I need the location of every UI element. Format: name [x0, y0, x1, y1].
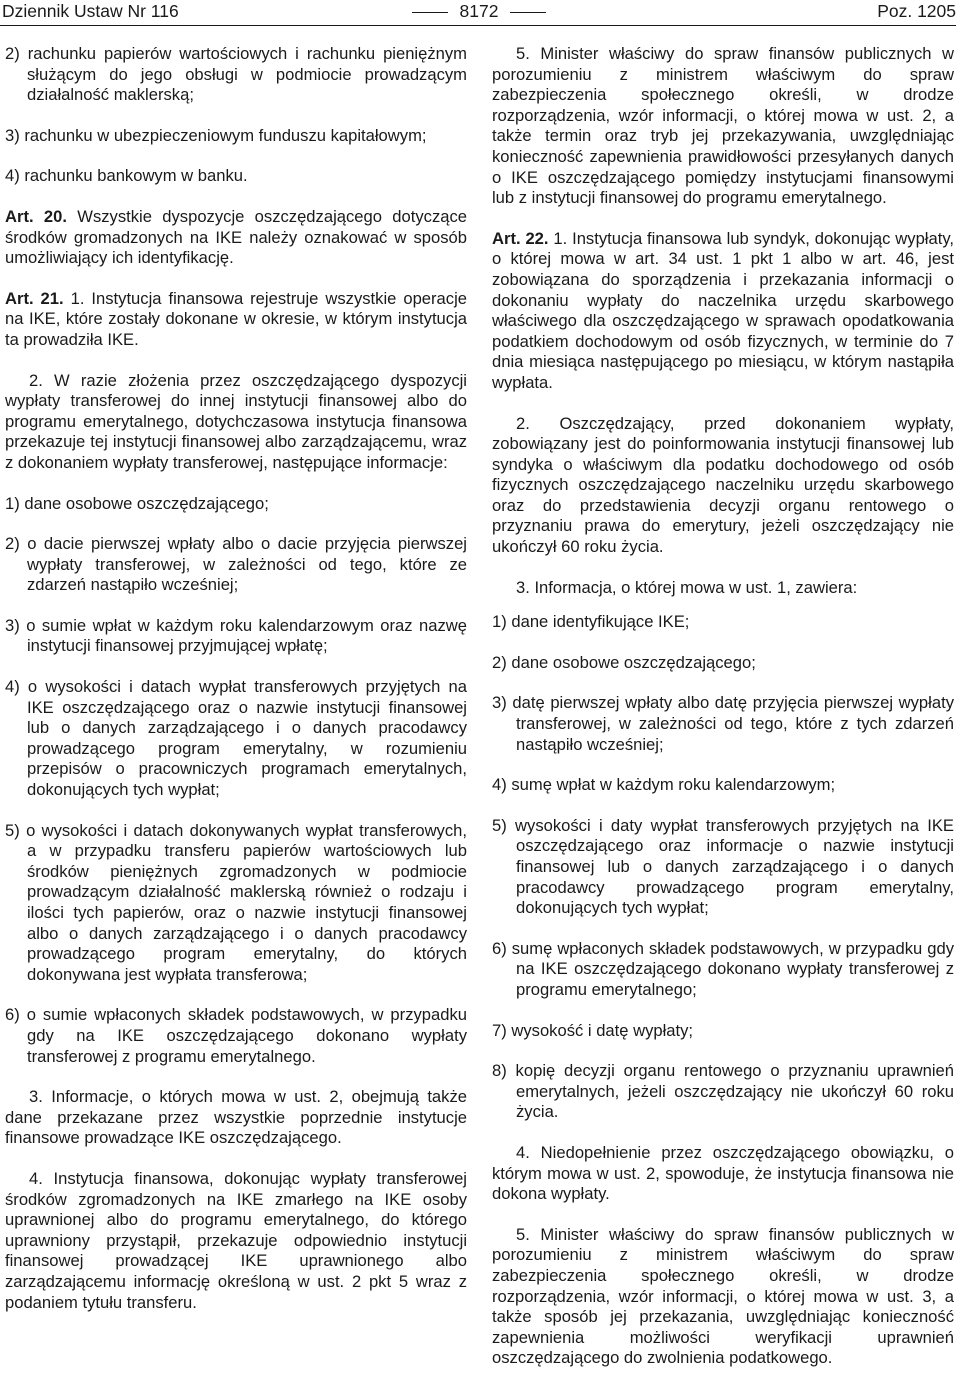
list-item: 1) dane identyfikujące IKE;	[492, 612, 690, 632]
paragraph: 2. Oszczędzający, przed dokonaniem wypłaty, zobowiązany jest do poinformowania instytucji finansowej lub syndyka o właściwym dla podatku dochodowego od osób fizycznych oszczędzającego naczelniku urzędu skarbowego oraz do przedstawienia decyzji organu rentowego o przyznaniu prawa do emerytury, jeżeli oszczędzający nie ukończył 60 roku życia.	[492, 413, 954, 557]
article-22	[492, 229, 954, 394]
article-21	[5, 289, 467, 351]
article-text: Wszystkie dyspozycje oszczędzającego dotyczące środków gromadzonych na IKE należy oznakować w sposób umożliwiający ich identyfikację.	[5, 206, 467, 268]
list-item: 1) dane osobowe oszczędzającego;	[5, 493, 269, 513]
paragraph: 4. Niedopełnienie przez oszczędzającego obowiązku, o którym mowa w ust. 2, spowoduje, że instytucja finansowa nie dokona wypłaty.	[492, 1142, 954, 1204]
paragraph: 5. Minister właściwy do spraw finansów publicznych w porozumieniu z ministrem właściwym do spraw zabezpieczenia społecznego określi, w drodze rozporządzenia, wzór informacji, o której mowa w ust. 2, a także termin oraz tryb jej przekazywania, uwzględniając konieczność zapewnienia prawidłowości przesyłanych danych o IKE oszczędzającego pomiędzy instytucjami finansowymi lub z instytucji finansowej do programu emerytalnego.	[492, 44, 954, 208]
right-column	[492, 44, 954, 1389]
paragraph: 3. Informacja, o której mowa w ust. 1, zawiera:	[516, 577, 858, 597]
list-item: 3) o sumie wpłat w każdym roku kalendarzowym oraz nazwę instytucji finansowej przyjmującej wpłatę;	[5, 615, 467, 656]
article-text: 1. Instytucja finansowa lub syndyk, dokonując wypłaty, o której mowa w art. 34 ust. 1 pkt 1 albo w art. 46, jest zobowiązana do sporządzenia i przekazania informacji o dokonaniu wypłaty do naczelnika urzędu skarbowego właściwego dla oszczędzającego w sprawach opodatkowania podatkiem dochodowym od osób fizycznych, w terminie do 7 dnia miesiąca następującego po miesiącu, w którym nastąpiła wypłata.	[492, 228, 954, 392]
position-label: Poz. 1205	[877, 1, 956, 21]
list-item: 8) kopię decyzji organu rentowego o przyznaniu uprawnień emerytalnych, jeżeli oszczędzający nie ukończył 60 roku życia.	[492, 1061, 954, 1122]
list-item: 4) rachunku bankowym w banku.	[5, 166, 248, 186]
header-rule	[0, 25, 956, 26]
dash-left	[412, 12, 448, 13]
article-label: Art. 21.	[5, 288, 64, 308]
paragraph: 3. Informacje, o których mowa w ust. 2, obejmują także dane przekazane przez wszystkie poprzednie instytucje finansowe prowadzące IKE oszczędzającego.	[5, 1087, 467, 1148]
list-item: 5) wysokości i daty wypłat transferowych przyjętych na IKE oszczędzającego oraz informacje o nazwie instytucji finansowej lub o danych zarządzającego i o danych pracodawcy prowadzącego program emerytalny, dokonujących tych wypłat;	[492, 815, 954, 918]
list-item: 5) o wysokości i datach dokonywanych wypłat transferowych, a w przypadku transferu papierów wartościowych lub środków pieniężnych zgromadzonych w podmiocie prowadzącym działalność maklerską również o rodzaju i ilości tych papierów, oraz o nazwie instytucji finansowej albo o danych zarządzającego i o danych pracodawcy prowadzącego program emerytalny, do których dokonywana jest wypłata transferowa;	[5, 820, 467, 984]
page-number-block	[2, 1, 956, 21]
paragraph: 5. Minister właściwy do spraw finansów publicznych w porozumieniu z ministrem właściwym do spraw zabezpieczenia społecznego określi, w drodze rozporządzenia, wzór informacji, o której mowa w ust. 3, a także sposób jej przekazania, uwzględniając konieczność zapewnienia możliwości weryfikacji uprawnień oszczędzającego do zwolnienia podatkowego.	[492, 1224, 954, 1368]
list-item: 2) o dacie pierwszej wpłaty albo o dacie przyjęcia pierwszej wypłaty transferowej, w zależności od tego, które ze zdarzeń nastąpiło wcześniej;	[5, 534, 467, 595]
list-item: 7) wysokość i datę wypłaty;	[492, 1020, 694, 1040]
article-20	[5, 207, 467, 269]
article-text: 1. Instytucja finansowa rejestruje wszystkie operacje na IKE, które zostały dokonane w okresie, w którym instytucja ta prowadziła IKE.	[5, 288, 467, 349]
list-item: 4) sumę wpłat w każdym roku kalendarzowym;	[492, 775, 836, 795]
paragraph: 2. W razie złożenia przez oszczędzającego dyspozycji wypłaty transferowej do innej instytucji finansowej albo do programu emerytalnego, dotychczasowa instytucja finansowa przekazuje tej instytucji finansowej albo zarządzającemu, wraz z dokonaniem wypłaty transferowej, następujące informacje:	[5, 370, 467, 472]
list-item: 2) rachunku papierów wartościowych i rachunku pieniężnym służącym do jego obsługi w podmiocie prowadzącym działalność maklerską;	[5, 44, 467, 105]
page-number: 8172	[459, 1, 499, 21]
left-column	[5, 44, 467, 1333]
paragraph: 4. Instytucja finansowa, dokonując wypłaty transferowej środków zgromadzonych na IKE zmarłego na IKE osoby uprawnionej albo do programu emerytalnego, do którego uprawniony przystąpił, przekazuje odpowiednio instytucji finansowej prowadzącej IKE uprawnionego albo zarządzającemu informację określoną w ust. 2 pkt 5 wraz z podaniem tytułu transferu.	[5, 1168, 467, 1312]
list-item: 6) o sumie wpłaconych składek podstawowych, w przypadku gdy na IKE oszczędzającego dokonano wypłaty transferowej z programu emerytalnego.	[5, 1005, 467, 1066]
journal-title: Dziennik Ustaw Nr 116	[2, 1, 179, 21]
article-label: Art. 22.	[492, 228, 549, 248]
list-item: 2) dane osobowe oszczędzającego;	[492, 652, 756, 672]
list-item: 3) rachunku w ubezpieczeniowym funduszu kapitałowym;	[5, 125, 427, 145]
list-item: 4) o wysokości i datach wypłat transferowych przyjętych na IKE oszczędzającego oraz o nazwie instytucji finansowej lub o danych zarządzającego i o danych pracodawcy prowadzącego program emerytalny, w rozumieniu przepisów o pracowniczych programach emerytalnych, dokonujących tych wypłat;	[5, 677, 467, 800]
dash-right	[510, 12, 546, 13]
list-item: 3) datę pierwszej wpłaty albo datę przyjęcia pierwszej wypłaty transferowej, w zależności od tego, które z tych zdarzeń nastąpiło wcześniej;	[492, 693, 954, 754]
list-item: 6) sumę wpłaconych składek podstawowych, w przypadku gdy na IKE oszczędzającego dokonano wypłaty transferowej z programu emerytalnego;	[492, 938, 954, 999]
article-label: Art. 20.	[5, 206, 67, 226]
page-header	[2, 0, 956, 24]
